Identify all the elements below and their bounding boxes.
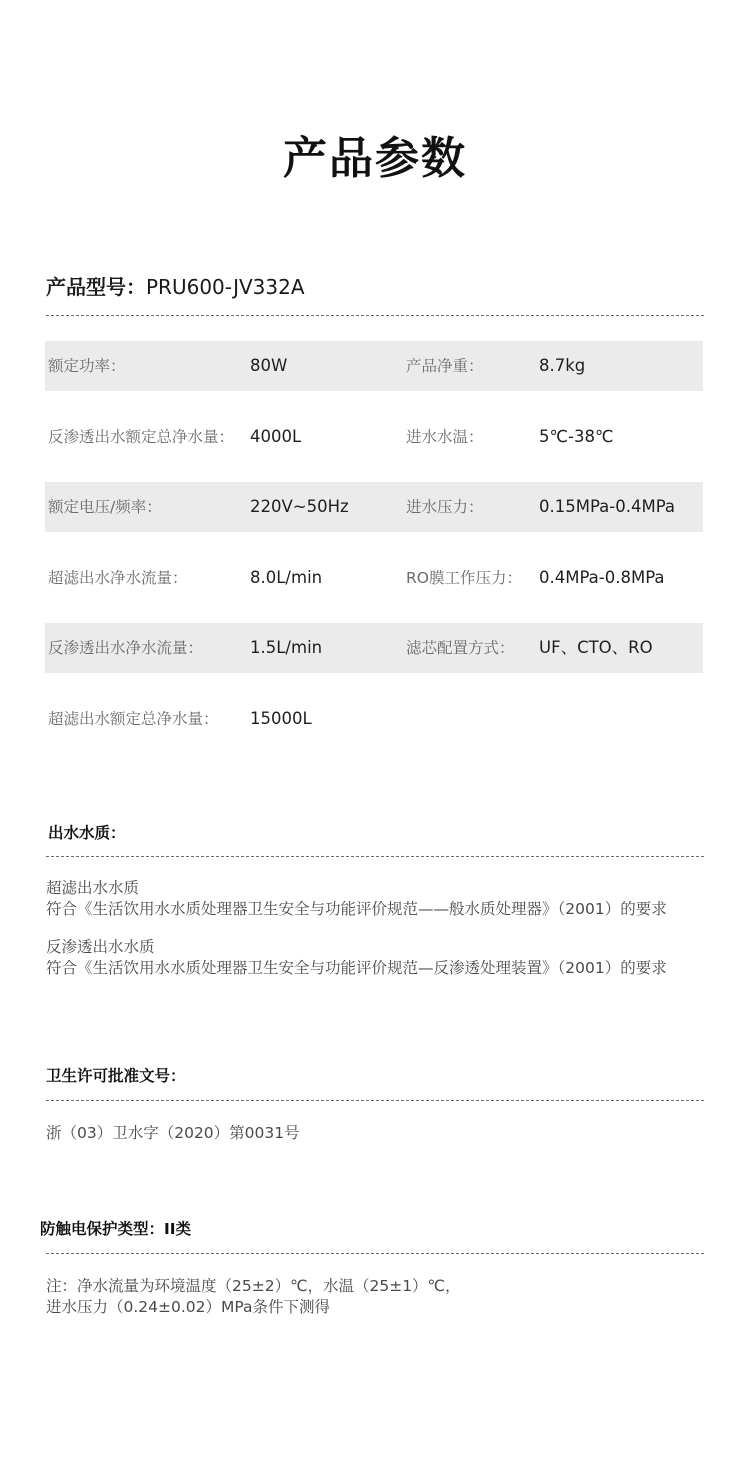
- spec-label: 额定功率：: [48, 357, 126, 375]
- divider: [46, 856, 704, 857]
- test-note: [46, 1276, 460, 1318]
- spec-value: 80W: [250, 356, 288, 375]
- spec-row: [45, 341, 703, 391]
- model-line: [46, 271, 305, 300]
- page-title: 产品参数: [283, 133, 467, 184]
- spec-value: 8.7kg: [539, 356, 586, 375]
- note-line: 进水压力（0.24±0.02）MPa条件下测得: [46, 1298, 331, 1316]
- spec-row: [45, 694, 703, 744]
- spec-value: UF、CTO、RO: [539, 638, 653, 657]
- spec-label: 反渗透出水额定总净水量：: [48, 427, 235, 446]
- spec-row: [45, 553, 703, 603]
- spec-value: 220V~50Hz: [250, 497, 349, 516]
- model-label: 产品型号：: [46, 275, 146, 299]
- spec-label: 产品净重：: [406, 357, 484, 375]
- spec-label: 滤芯配置方式：: [406, 639, 515, 657]
- divider: [46, 1100, 704, 1101]
- spec-value: 4000L: [250, 426, 302, 446]
- spec-value: 0.15MPa-0.4MPa: [539, 497, 676, 516]
- note-line: 注：净水流量为环境温度（25±2）℃，水温（25±1）℃，: [46, 1277, 461, 1295]
- uf-water-quality: [46, 878, 667, 920]
- spec-label: 超滤出水净水流量：: [48, 568, 188, 587]
- spec-value: 1.5L/min: [250, 638, 323, 657]
- divider: [46, 1253, 704, 1254]
- license-heading: 卫生许可批准文号：: [46, 1067, 186, 1085]
- ro-title: 反渗透出水水质: [46, 938, 155, 956]
- license-number: 浙（03）卫水字（2020）第0031号: [46, 1124, 300, 1142]
- spec-label: 进水水温：: [406, 427, 484, 446]
- spec-value: 15000L: [250, 708, 312, 728]
- spec-value: 5℃-38℃: [539, 426, 614, 446]
- spec-row: [45, 623, 703, 673]
- spec-row: [45, 412, 703, 462]
- uf-standard-text: 符合《生活饮用水水质处理器卫生安全与功能评价规范——般水质处理器》（2001）的要求: [46, 900, 667, 918]
- spec-label: 超滤出水额定总净水量：: [48, 709, 219, 728]
- uf-title: 超滤出水水质: [46, 879, 140, 897]
- divider: [46, 315, 704, 316]
- ro-water-quality: [46, 937, 667, 979]
- spec-value: 0.4MPa-0.8MPa: [539, 567, 665, 587]
- spec-label: RO膜工作压力：: [406, 568, 522, 587]
- spec-label: 进水压力：: [406, 498, 484, 516]
- water-quality-heading: 出水水质：: [48, 824, 126, 842]
- model-value: PRU600-JV332A: [146, 275, 305, 299]
- spec-label: 额定电压/频率：: [48, 498, 162, 516]
- spec-value: 8.0L/min: [250, 567, 323, 587]
- spec-row: [45, 482, 703, 532]
- ro-standard-text: 符合《生活饮用水水质处理器卫生安全与功能评价规范—反渗透处理装置》（2001）的要求: [46, 959, 667, 977]
- spec-table: [45, 341, 703, 764]
- spec-label: 反渗透出水净水流量：: [48, 639, 204, 657]
- protection-heading: 防触电保护类型：II类: [40, 1220, 192, 1238]
